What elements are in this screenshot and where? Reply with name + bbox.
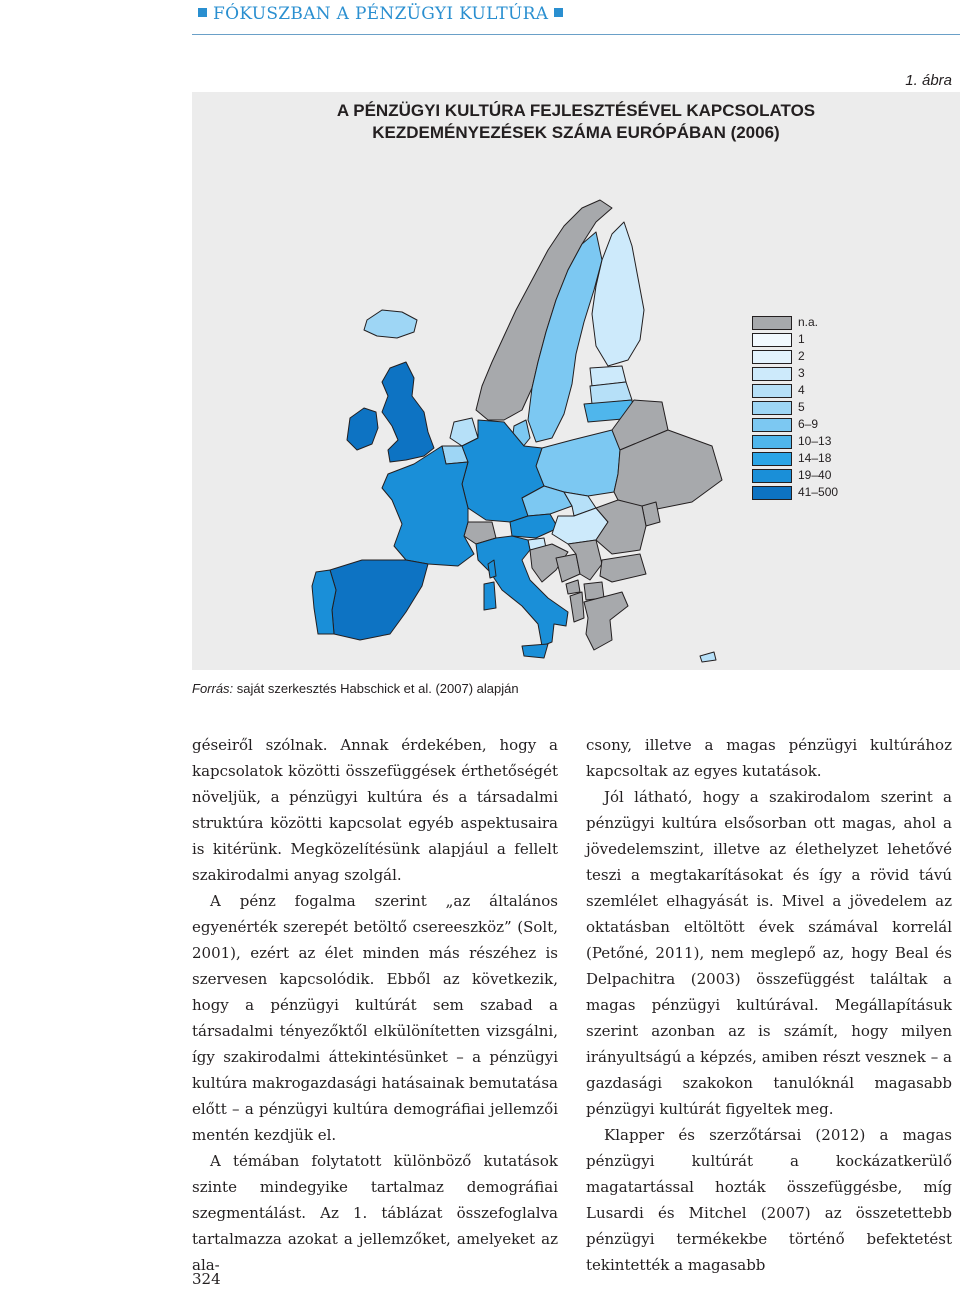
map-region-spain bbox=[330, 560, 428, 640]
legend-swatch bbox=[752, 418, 792, 432]
map-region-bulgaria bbox=[600, 554, 646, 582]
map-region-cyprus bbox=[700, 652, 716, 662]
source-prefix: Forrás: bbox=[192, 681, 234, 696]
legend-label: 5 bbox=[798, 400, 805, 414]
map-region-finland bbox=[592, 222, 644, 366]
legend-swatch bbox=[752, 350, 792, 364]
legend-swatch bbox=[752, 333, 792, 347]
square-bullet-icon bbox=[554, 8, 563, 17]
running-header-title: FÓKUSZBAN A PÉNZÜGYI KULTÚRA bbox=[213, 4, 549, 24]
source-text: saját szerkesztés Habschick et al. (2007) alapján bbox=[233, 681, 519, 696]
figure-source bbox=[192, 681, 519, 696]
legend-label: 6–9 bbox=[798, 417, 819, 431]
paragraph: Jól látható, hogy a szakirodalom szerint a pénzügyi kultúra elsősorban ott magas, ahol a jövedelemszint, illetve az élethelyzet lehetővé teszi a megtakarításokat és így a rövid távú szemlélet elhagyását is. Mivel a jövedelem az oktatásban eltöltött évek számával korrelál (Petőné, 2011), nem meglepő az, hogy Beal és Delpachitra (2003) összefüggést találtak a magas pénzügyi kultúrával. Megállapításuk szerint azonban az is számít, hogy milyen irányultságú a képzés, amiben részt vesznek – a gazdasági szakokon tanulóknál magasabb pénzügyi kultúrát figyeltek meg. bbox=[586, 788, 952, 1118]
map-region-iceland bbox=[364, 310, 417, 338]
paragraph: A témában folytatott különböző kutatások szinte mindegyike tartalmaz demográfiai szegmentálást. Az 1. táblázat összefoglalva tartalmazza azokat a jellemzőket, amelyeket az ala- bbox=[192, 1152, 558, 1274]
legend-label: 1 bbox=[798, 332, 805, 346]
square-bullet-icon bbox=[198, 8, 207, 17]
running-header bbox=[192, 4, 569, 24]
legend-label: 19–40 bbox=[798, 468, 832, 482]
legend-swatch bbox=[752, 367, 792, 381]
map-region-france bbox=[382, 446, 474, 566]
legend-label: 2 bbox=[798, 349, 805, 363]
figure-title-line-2: KEZDEMÉNYEZÉSEK SZÁMA EURÓPÁBAN (2006) bbox=[372, 123, 780, 142]
legend-label: 4 bbox=[798, 383, 805, 397]
paragraph: Klapper és szerzőtársai (2012) a magas pénzügyi kultúrát a kockázatkerülő magatartással hozták összefüggésbe, míg Lusardi és Mitchel (2007) az összetettebb pénzügyi termékekbe történő befektetést tekintették a magasabb bbox=[586, 1126, 952, 1274]
legend-swatch bbox=[752, 384, 792, 398]
legend-label: 41–500 bbox=[798, 485, 839, 499]
map-region-ireland bbox=[347, 408, 378, 450]
map-region-sicily bbox=[522, 644, 548, 658]
body-column-right bbox=[586, 732, 952, 1278]
legend-swatch bbox=[752, 469, 792, 483]
map-region-sardinia bbox=[484, 582, 496, 610]
map-region-great-britain bbox=[382, 362, 434, 462]
body-column-left bbox=[192, 732, 558, 1278]
map-region-greece bbox=[584, 592, 628, 650]
legend-swatch bbox=[752, 401, 792, 415]
paragraph: csony, illetve a magas pénzügyi kultúrához kapcsoltak az egyes kutatások. bbox=[586, 736, 952, 780]
figure-title-line-1: A PÉNZÜGYI KULTÚRA FEJLESZTÉSÉVEL KAPCSOLATOS bbox=[336, 101, 816, 120]
legend-label: 10–13 bbox=[798, 434, 832, 448]
legend-swatch bbox=[752, 435, 792, 449]
paragraph: A pénz fogalma szerint „az általános egyenérték szerepét betöltő csereeszköz” (Solt, 2001), ezért az élet minden más részéhez is szervesen kapcsolódik. Ebből az következik, hogy a pénzügyi kultúrát sem szabad a társadalmi tényezőktől elkülönítetten vizsgálni, így szakirodalmi áttekintésünket – a pénzügyi kultúra makrogazdasági hatásainak bemutatása előtt – a pénzügyi kultúra demográfiai jellemzői mentén kezdjük el. bbox=[192, 892, 558, 1144]
legend-swatch bbox=[752, 452, 792, 466]
map-region-albania bbox=[570, 592, 584, 622]
legend-label: n.a. bbox=[798, 315, 819, 329]
legend-swatch bbox=[752, 486, 792, 500]
map-region-portugal bbox=[312, 570, 336, 634]
paragraph: géseiről szólnak. Annak érdekében, hogy a kapcsolatok közötti összefüggések érthetőségét növeljük, a pénzügyi kultúra és a társadalmi struktúra közötti kapcsolat egyéb aspektusaira is kitérünk. Megközelítésünk alapjául a fellelt szakirodalmi anyag szolgál. bbox=[192, 736, 558, 884]
map-region-montenegro bbox=[566, 580, 580, 594]
page-number: 324 bbox=[192, 1270, 221, 1288]
legend-swatch bbox=[752, 316, 792, 330]
europe-map bbox=[192, 150, 960, 670]
legend-label: 3 bbox=[798, 366, 805, 380]
map-region-poland bbox=[536, 430, 620, 496]
legend-label: 14–18 bbox=[798, 451, 832, 465]
map-region-corsica bbox=[488, 560, 496, 578]
figure-title bbox=[192, 100, 960, 144]
figure-label: 1. ábra bbox=[905, 72, 952, 89]
